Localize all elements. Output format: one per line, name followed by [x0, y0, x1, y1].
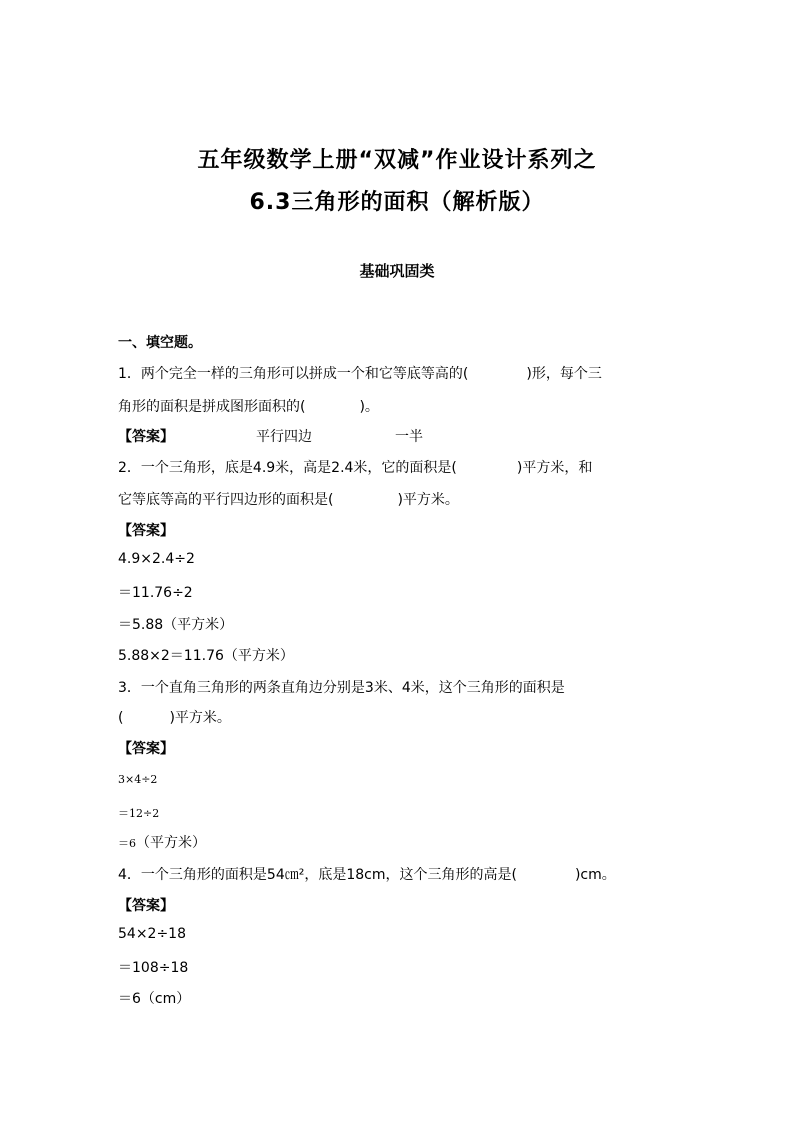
q3-step-1: 3×4÷2	[118, 773, 158, 786]
question-3-line2	[118, 707, 231, 727]
q3-answer-label: 【答案】	[118, 741, 174, 757]
q4-step-1: 54×2÷18	[118, 926, 186, 942]
q1-answer-row	[118, 426, 518, 446]
q1-text-a: 1．两个完全一样的三角形可以拼成一个和它等底等高的(	[118, 366, 469, 382]
document-title-line2: 6.3三角形的面积（解析版）	[249, 190, 545, 215]
document-title-line1: 五年级数学上册“双减”作业设计系列之	[197, 148, 597, 173]
q4-text-a: 4．一个三角形的面积是54㎝²，底是18cm，这个三角形的高是(	[118, 867, 517, 883]
question-3-line1: 3．一个直角三角形的两条直角边分别是3米、4米，这个三角形的面积是	[118, 680, 565, 696]
q3-step-2: ＝12÷2	[118, 807, 160, 820]
q4-step-3: ＝6（cm）	[118, 991, 191, 1007]
q1-text-c: 角形的面积是拼成图形面积的(	[118, 399, 306, 415]
q3-step-3-unit: （平方米）	[136, 835, 206, 851]
q3-text-b: )平方米。	[169, 710, 231, 726]
q2-text-b: )平方米，和	[516, 460, 593, 476]
q3-text-a: (	[118, 710, 124, 726]
question-4-line1	[118, 864, 616, 884]
section-category: 基础巩固类	[359, 262, 435, 280]
q2-text-a: 2．一个三角形，底是4.9米，高是2.4米，它的面积是(	[118, 460, 457, 476]
q2-answer-label: 【答案】	[118, 523, 174, 539]
q2-step-4: 5.88×2＝11.76（平方米）	[118, 648, 294, 664]
q2-step-2: ＝11.76÷2	[118, 585, 193, 601]
section-heading: 一、填空题。	[118, 335, 202, 351]
q3-step-3	[118, 832, 206, 852]
q3-step-3-value: ＝6	[118, 837, 136, 850]
q4-answer-label: 【答案】	[118, 898, 174, 914]
q4-text-b: )cm。	[574, 867, 616, 883]
q2-step-1: 4.9×2.4÷2	[118, 551, 195, 567]
question-1-line2	[118, 396, 379, 416]
q2-step-3: ＝5.88（平方米）	[118, 617, 234, 633]
question-2-line2	[118, 489, 459, 509]
q1-answer-2: 一半	[395, 429, 423, 445]
q1-text-b: )形，每个三	[526, 366, 602, 382]
q1-answer-1: 平行四边	[256, 429, 312, 445]
q2-text-d: )平方米。	[397, 492, 459, 508]
question-1-line1	[118, 363, 602, 383]
question-2-line1	[118, 457, 592, 477]
q1-text-d: )。	[359, 399, 379, 415]
q4-step-2: ＝108÷18	[118, 960, 189, 976]
q2-text-c: 它等底等高的平行四边形的面积是(	[118, 492, 334, 508]
answer-label: 【答案】	[118, 429, 174, 445]
